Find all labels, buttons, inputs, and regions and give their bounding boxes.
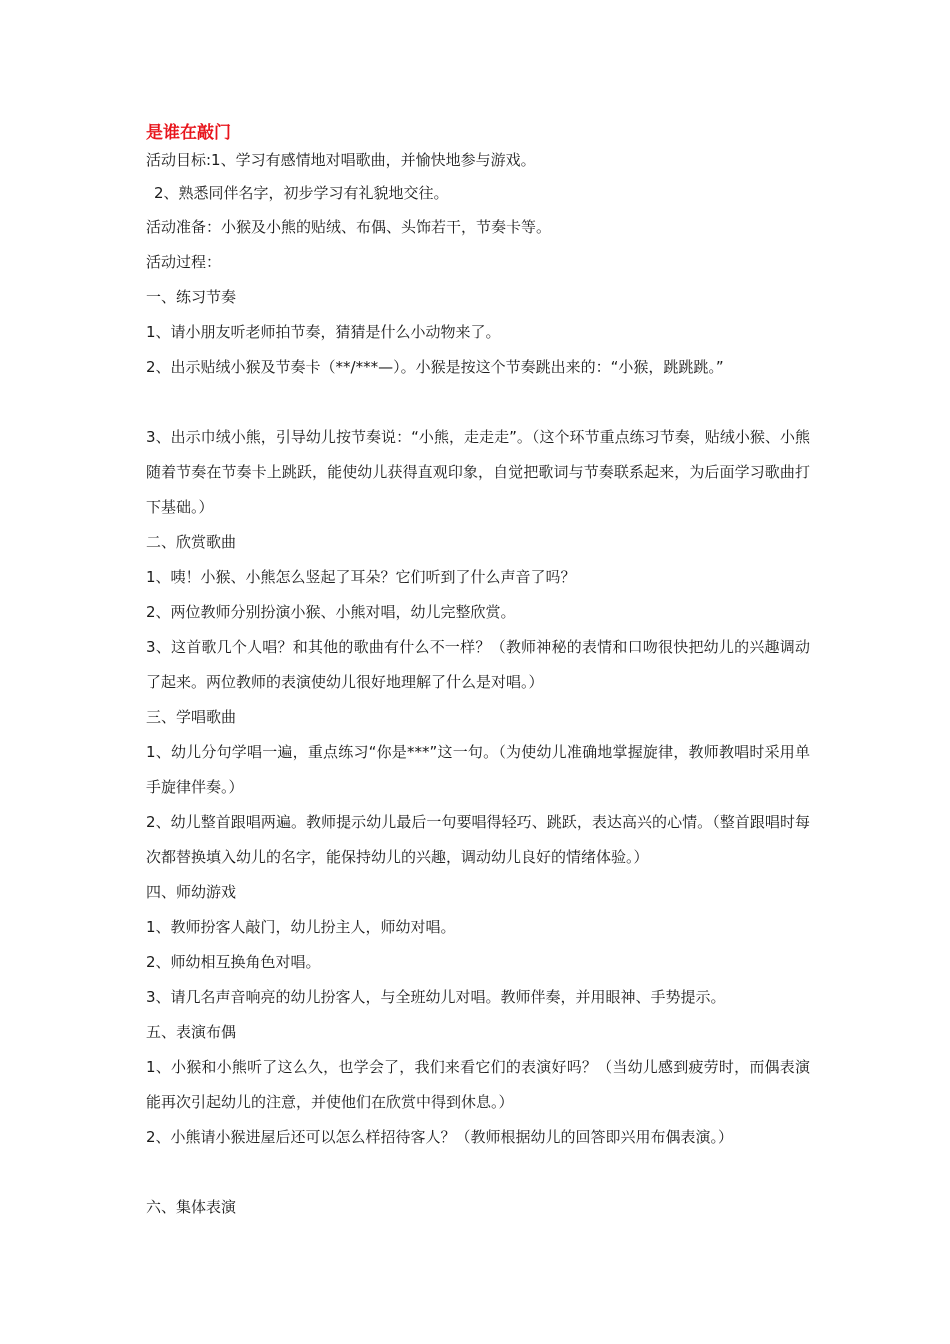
section-heading: 一、练习节奏 [146, 288, 237, 306]
section-heading: 三、学唱歌曲 [146, 708, 237, 726]
section-heading: 六、集体表演 [146, 1198, 237, 1216]
goal-line-1: 活动目标:1、学习有感情地对唱歌曲，并愉快地参与游戏。 [146, 151, 536, 169]
list-item: 2、幼儿整首跟唱两遍。教师提示幼儿最后一句要唱得轻巧、跳跃，表达高兴的心情。（整首跟唱时每次都替换填入幼儿的名字，能保持幼儿的兴趣，调动幼儿良好的情绪体验。） [146, 813, 810, 866]
list-item: 2、两位教师分别扮演小猴、小熊对唱，幼儿完整欣赏。 [146, 603, 516, 621]
list-item: 1、请小朋友听老师拍节奏，猜猜是什么小动物来了。 [146, 323, 501, 341]
list-item: 1、小猴和小熊听了这么久，也学会了，我们来看它们的表演好吗？（当幼儿感到疲劳时，而偶表演能再次引起幼儿的注意，并使他们在欣赏中得到休息。） [146, 1058, 810, 1111]
list-item: 1、教师扮客人敲门，幼儿扮主人，师幼对唱。 [146, 918, 456, 936]
document-page [146, 122, 810, 1225]
blank-spacer [146, 385, 810, 420]
list-item: 3、出示巾绒小熊，引导幼儿按节奏说：“小熊，走走走”。（这个环节重点练习节奏，贴绒小猴、小熊随着节奏在节奏卡上跳跃，能使幼儿获得直观印象，自觉把歌词与节奏联系起来，为后面学习歌曲打下基础。） [146, 428, 810, 516]
list-item: 2、师幼相互换角色对唱。 [146, 953, 321, 971]
list-item: 2、出示贴绒小猴及节奏卡（**/***—）。小猴是按这个节奏跳出来的：“小猴，跳跳跳。” [146, 358, 724, 376]
list-item: 3、请几名声音响亮的幼儿扮客人，与全班幼儿对唱。教师伴奏，并用眼神、手势提示。 [146, 988, 726, 1006]
goal-line-2: 2、熟悉同伴名字，初步学习有礼貌地交往。 [154, 184, 449, 202]
section-heading: 五、表演布偶 [146, 1023, 237, 1041]
preparation-line: 活动准备：小猴及小熊的贴绒、布偶、头饰若干，节奏卡等。 [146, 218, 552, 236]
list-item: 3、这首歌几个人唱？和其他的歌曲有什么不一样？（教师神秘的表情和口吻很快把幼儿的兴趣调动了起来。两位教师的表演使幼儿很好地理解了什么是对唱。） [146, 638, 810, 691]
section-heading: 四、师幼游戏 [146, 883, 237, 901]
blank-spacer [146, 1155, 810, 1190]
list-item: 1、咦！小猴、小熊怎么竖起了耳朵？它们听到了什么声音了吗？ [146, 568, 576, 586]
section-heading: 二、欣赏歌曲 [146, 533, 237, 551]
list-item: 1、幼儿分句学唱一遍，重点练习“你是***”这一句。（为使幼儿准确地掌握旋律，教师教唱时采用单手旋律伴奏。） [146, 743, 810, 796]
document-title: 是谁在敲门 [146, 123, 231, 143]
list-item: 2、小熊请小猴进屋后还可以怎么样招待客人？（教师根据幼儿的回答即兴用布偶表演。） [146, 1128, 734, 1146]
process-heading: 活动过程： [146, 253, 222, 271]
